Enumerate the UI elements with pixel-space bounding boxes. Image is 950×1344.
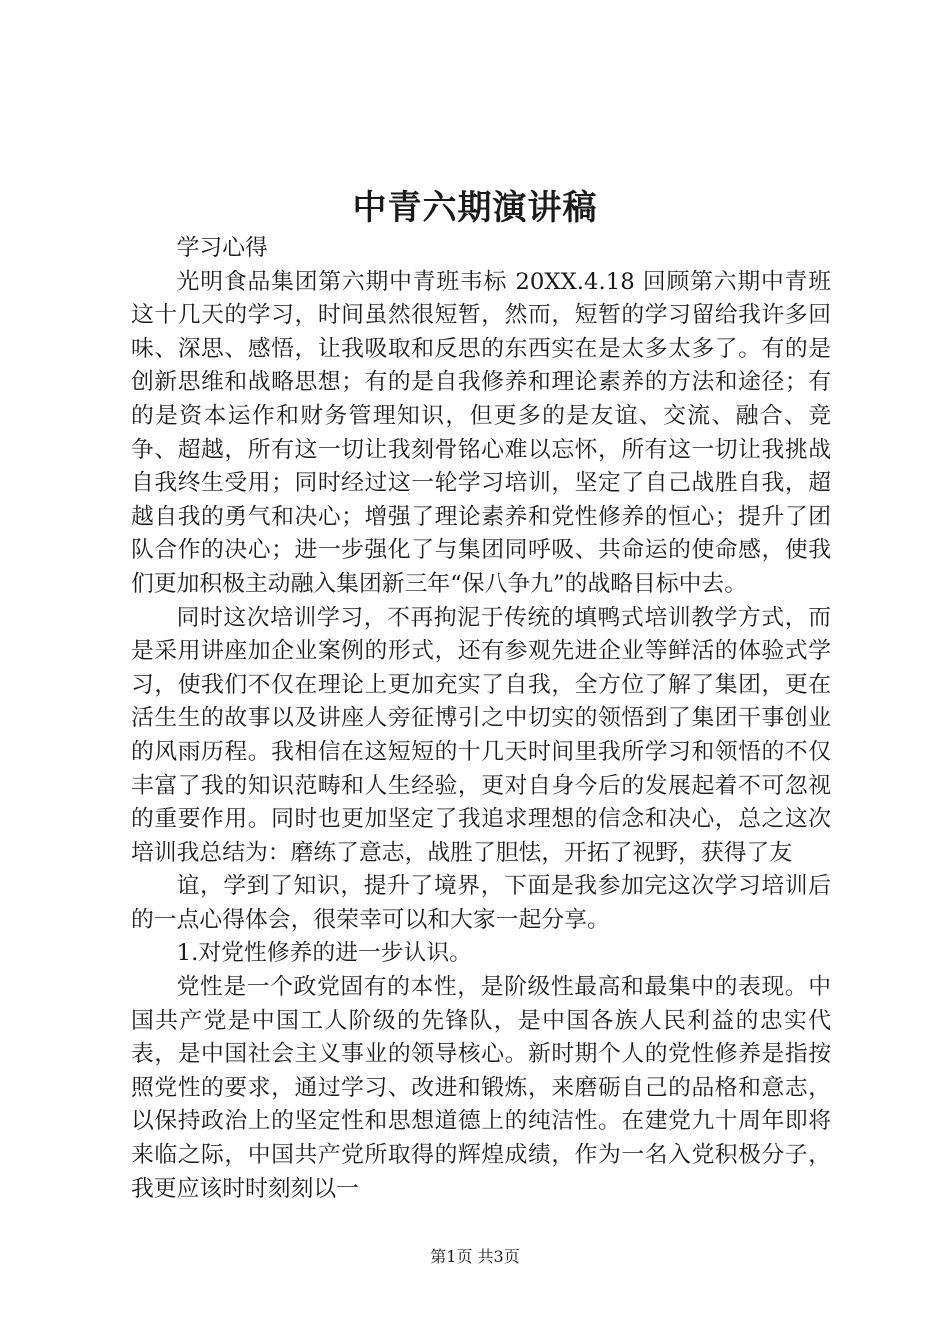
paragraph: 党性是一个政党固有的本性，是阶级性最高和最集中的表现。中国共产党是中国工人阶级的先锋队，是中国各族人民利益的忠实代表，是中国社会主义事业的领导核心。新时期个人的党性修养是指按照党性的要求，通过学习、改进和锻炼，来磨砺自己的品格和意志，以保持政治上的坚定性和思想道德上的纯洁性。在建党九十周年即将来临之际，中国共产党所取得的辉煌成绩，作为一名入党积极分子，我更应该时时刻刻以一: [131, 974, 831, 1202]
paragraph: 光明食品集团第六期中青班韦标 20XX.4.18 回顾第六期中青班这十几天的学习，时间虽然很短暂，然而，短暂的学习留给我许多回味、深思、感悟，让我吸取和反思的东西实在是太多太多了。有的是创新思维和战略思想；有的是自我修养和理论素养的方法和途径；有的是资本运作和财务管理知识，但更多的是友谊、交流、融合、竞争、超越，所有这一切让我刻骨铭心难以忘怀，所有这一切让我挑战自我终生受用；同时经过这一轮学习培训，坚定了自己战胜自我，超越自我的勇气和决心；增强了理论素养和党性修养的恒心；提升了团队合作的决心；进一步强化了与集团同呼吸、共命运的使命感，使我们更加积极主动融入集团新三年“保八争九”的战略目标中去。: [131, 268, 831, 597]
section-heading: 1.对党性修养的进一步认识。: [176, 940, 472, 967]
document-title: 中青六期演讲稿: [352, 188, 598, 228]
paragraph: 谊，学到了知识，提升了境界，下面是我参加完这次学习培训后的一点心得体会，很荣幸可以和大家一起分享。: [131, 873, 831, 933]
paragraph-heading: 学习心得: [176, 235, 268, 261]
page-footer: 第1页 共3页: [430, 1247, 520, 1266]
paragraph: 同时这次培训学习，不再拘泥于传统的填鸭式培训教学方式，而是采用讲座加企业案例的形式，还有参观先进企业等鲜活的体验式学习，使我们不仅在理论上更加充实了自我，全方位了解了集团，更在活生生的故事以及讲座人旁征博引之中切实的领悟到了集团干事创业的风雨历程。我相信在这短短的十几天时间里我所学习和领悟的不仅丰富了我的知识范畴和人生经验，更对自身今后的发展起着不可忽视的重要作用。同时也更加坚定了我追求理想的信念和决心，总之这次培训我总结为：磨练了意志，战胜了胆怯，开拓了视野，获得了友: [131, 604, 831, 866]
document-body: [131, 232, 831, 1206]
